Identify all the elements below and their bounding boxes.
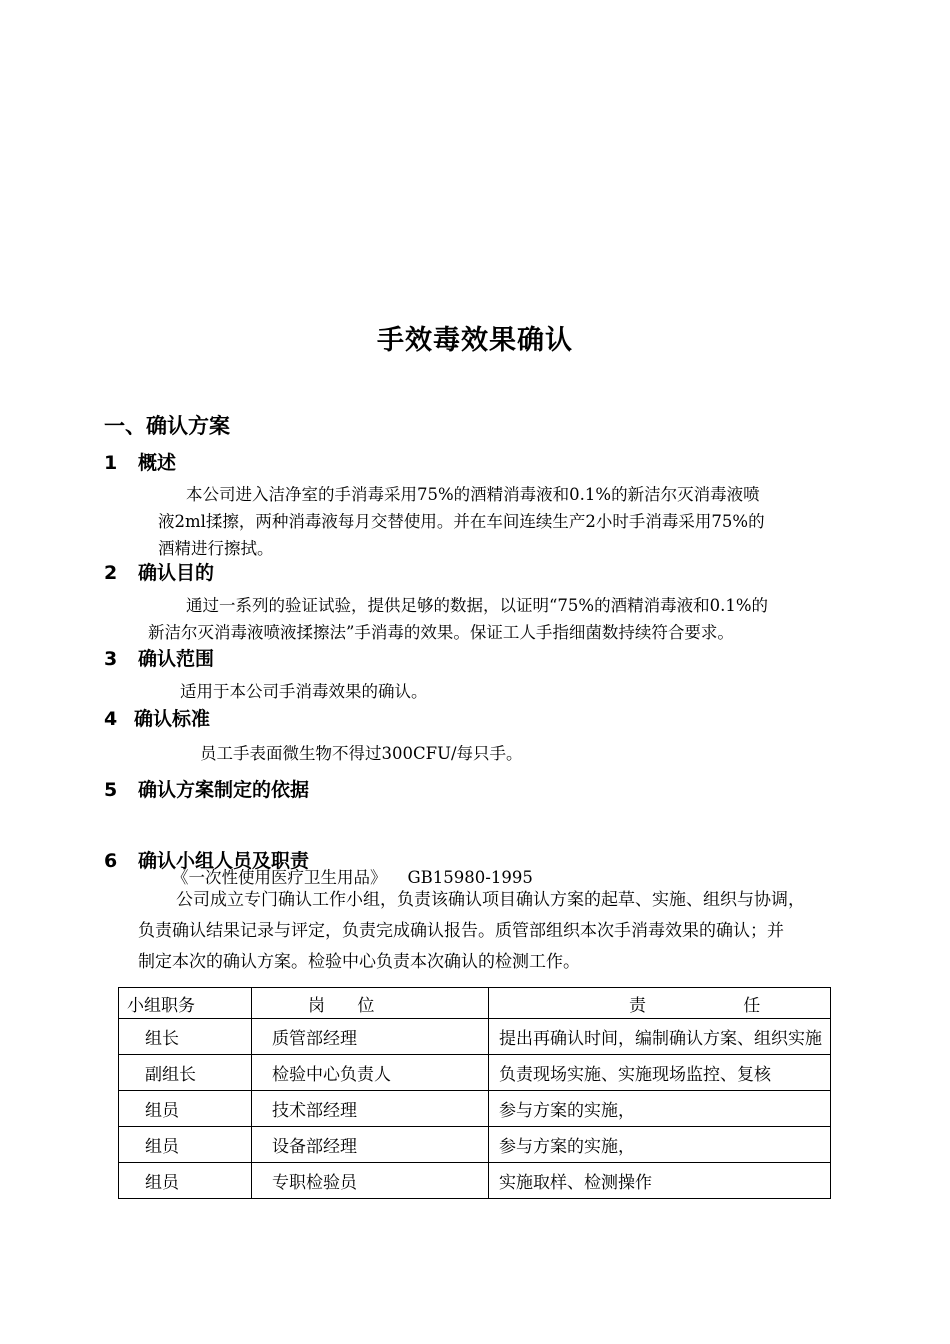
team-responsibility-table (118, 987, 831, 1199)
cell-role: 副组长 (119, 1055, 252, 1091)
subsection-title: 确认范围 (138, 648, 215, 670)
cell-responsibility: 负责现场实施、实施现场监控、复核 (489, 1055, 831, 1091)
paragraph-line: 《一次性使用医疗卫生用品》 GB15980-1995 (172, 868, 533, 887)
paragraph-line: 新洁尔灭消毒液喷液揉擦法”手消毒的效果。保证工人手指细菌数持续符合要求。 (148, 623, 734, 642)
cell-role: 组员 (119, 1163, 252, 1199)
subsection-heading-purpose (104, 558, 214, 585)
subsection-number: 4 (104, 708, 118, 730)
cell-position: 质管部经理 (252, 1019, 489, 1055)
table-row (119, 1055, 831, 1091)
cell-position: 专职检验员 (252, 1163, 489, 1199)
paragraph-line: 负责确认结果记录与评定，负责完成确认报告。质管部组织本次手消毒效果的确认；并 (138, 921, 784, 941)
subsection-heading-standard (104, 704, 210, 731)
purpose-paragraph (148, 592, 768, 646)
cell-role: 组员 (119, 1127, 252, 1163)
subsection-heading-overview (104, 448, 176, 475)
subsection-title: 概述 (138, 452, 177, 474)
cell-responsibility: 实施取样、检测操作 (489, 1163, 831, 1199)
table-row (119, 1091, 831, 1127)
subsection-title: 确认小组人员及职责 (138, 850, 310, 872)
paragraph-line: 通过一系列的验证试验，提供足够的数据，以证明“75%的酒精消毒液和0.1%的 (186, 596, 769, 615)
subsection-heading-scope (104, 644, 214, 671)
table-header-row (119, 988, 831, 1019)
subsection-title: 确认目的 (138, 562, 215, 584)
document-title: 手效毒效果确认 (377, 325, 573, 356)
paragraph-line: 液2ml揉擦，两种消毒液每月交替使用。并在车间连续生产2小时手消毒采用75%的 (158, 512, 765, 531)
cell-responsibility: 参与方案的实施， (489, 1127, 831, 1163)
standard-paragraph (200, 740, 523, 767)
cell-role: 组员 (119, 1091, 252, 1127)
paragraph-line: 本公司进入洁净室的手消毒采用75%的酒精消毒液和0.1%的新洁尔灭消毒液喷 (186, 485, 760, 504)
header-role: 小组职务 (119, 988, 252, 1019)
subsection-heading-team (104, 846, 309, 873)
header-position: 岗 位 (252, 988, 489, 1019)
subsection-heading-basis (104, 775, 309, 802)
paragraph-line: 员工手表面微生物不得过300CFU/每只手。 (200, 744, 523, 763)
table-row (119, 1163, 831, 1199)
cell-responsibility: 参与方案的实施， (489, 1091, 831, 1127)
subsection-number: 1 (104, 452, 118, 474)
paragraph-line: 制定本次的确认方案。检验中心负责本次确认的检测工作。 (138, 952, 580, 972)
subsection-number: 2 (104, 562, 118, 584)
subsection-number: 6 (104, 850, 118, 872)
subsection-number: 5 (104, 779, 118, 801)
paragraph-line: 酒精进行擦拭。 (158, 539, 274, 558)
cell-position: 检验中心负责人 (252, 1055, 489, 1091)
team-paragraph (138, 885, 805, 978)
section-heading-confirmation-plan: 一、确认方案 (104, 414, 230, 438)
subsection-number: 3 (104, 648, 118, 670)
paragraph-line: 公司成立专门确认工作小组，负责该确认项目确认方案的起草、实施、组织与协调， (176, 890, 805, 910)
table-row (119, 1019, 831, 1055)
paragraph-line: 适用于本公司手消毒效果的确认。 (180, 682, 428, 701)
cell-role: 组长 (119, 1019, 252, 1055)
subsection-title: 确认标准 (134, 708, 211, 730)
scope-paragraph (180, 678, 428, 705)
cell-position: 技术部经理 (252, 1091, 489, 1127)
cell-position: 设备部经理 (252, 1127, 489, 1163)
overview-paragraph (158, 481, 765, 562)
table-row (119, 1127, 831, 1163)
cell-responsibility: 提出再确认时间，编制确认方案、组织实施 (489, 1019, 831, 1055)
subsection-title: 确认方案制定的依据 (138, 779, 310, 801)
header-responsibility: 责 任 (489, 988, 831, 1019)
